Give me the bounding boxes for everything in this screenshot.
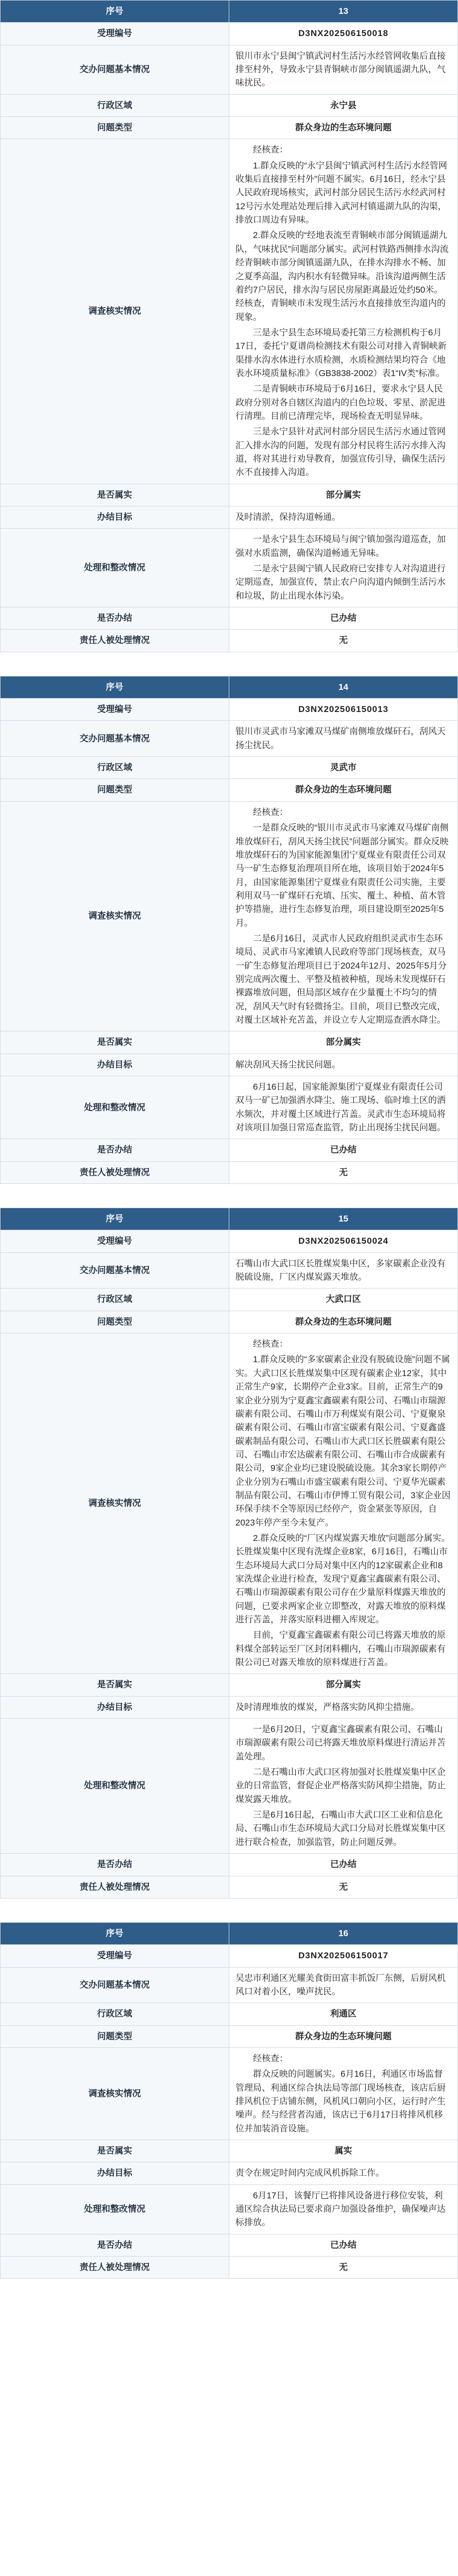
row-label: 受理编号 <box>1 1945 229 1967</box>
row-label: 是否属实 <box>1 2140 229 2162</box>
row-code <box>1 23 458 45</box>
row-investigation <box>1 1333 458 1674</box>
row-code <box>1 1945 458 1967</box>
row-is-true <box>1 1674 458 1696</box>
row-goal <box>1 2162 458 2184</box>
row-label: 处理和整改情况 <box>1 529 229 607</box>
row-value: 13 <box>229 1 458 23</box>
paragraph: 经核查： <box>253 1339 288 1349</box>
row-value <box>229 139 458 484</box>
case-table <box>0 1208 458 1899</box>
row-basic <box>1 721 458 757</box>
paragraph: 目前，宁夏鑫宝鑫碳素有限公司已将露天堆放的原料煤全部转运至厂区封闭料棚内，石嘴山市瑞源碳素有限公司已对露天堆放的原料煤进行苫盖。 <box>235 1630 446 1668</box>
row-value: 利通区 <box>229 2003 458 2025</box>
row-label: 办结目标 <box>1 1696 229 1718</box>
row-district <box>1 94 458 116</box>
row-value: 银川市永宁县闽宁镇武河村生活污水经管网收集后直接排至村外，导致永宁县青铜峡市部分闽镇遥湖九队，气味扰民。 <box>229 45 458 94</box>
row-value: 银川市灵武市马家滩双马煤矿南侧堆放煤矸石，刮风天扬尘扰民。 <box>229 721 458 757</box>
row-label: 办结目标 <box>1 2162 229 2184</box>
row-value: 群众身边的生态环境问题 <box>229 779 458 801</box>
case-separator <box>0 1899 458 1922</box>
row-value: 已办结 <box>229 607 458 630</box>
row-goal <box>1 1696 458 1718</box>
paragraph: 群众反映的问题属实。6月16日，利通区市场监督管理局、利通区综合执法局等部门现场核查，该店后厨排风机位于店铺东侧，风机风口朝向小区，运行时产生噪声。经与经营者沟通，该店已于6月17日将排风机移位并加装消音设施。 <box>235 2069 446 2133</box>
case-table <box>0 0 458 652</box>
row-value: 部分属实 <box>229 1031 458 1054</box>
paragraph: 三是永宁县生态环境局委托第三方检测机构于6月17日，委托宁夏谱尚检测技术有限公司对排入青铜峡新渠排水沟水体进行水质检测，水质检测结果均符合《地表水环境质量标准》（GB3838-2002）表1“IV类”标准。 <box>235 327 447 378</box>
row-value <box>229 1719 458 1854</box>
row-value: 无 <box>229 1161 458 1183</box>
row-value: 及时清淤，保持沟道畅通。 <box>229 506 458 529</box>
row-basic <box>1 1252 458 1289</box>
row-label: 是否属实 <box>1 1031 229 1054</box>
row-label: 问题类型 <box>1 2025 229 2047</box>
row-value: 无 <box>229 1876 458 1898</box>
paragraph: 三是永宁县针对武河村部分居民生活污水通过管网汇入排水沟的问题，发现有部分村民将生活污水排入沟道，将对其进行劝导教育，加强宣传引导，确保生活污水不直接排入沟道。 <box>235 427 446 478</box>
paragraph: 6月16日起，国家能源集团宁夏煤业有限责任公司双马一矿已加强洒水降尘、施工现场、临时堆土区的洒水频次，并对覆土区域进行苫盖。灵武市生态环境局将对该项目加强日常巡查监管，防止出现扬尘扰民问题。 <box>235 1082 446 1133</box>
row-label: 调查核实情况 <box>1 139 229 484</box>
row-goal <box>1 1054 458 1076</box>
case-separator <box>0 652 458 676</box>
row-value: 部分属实 <box>229 484 458 506</box>
row-label: 交办问题基本情况 <box>1 1967 229 2003</box>
row-basic <box>1 1967 458 2003</box>
row-label: 交办问题基本情况 <box>1 1252 229 1289</box>
row-label: 受理编号 <box>1 23 229 45</box>
row-label: 受理编号 <box>1 1230 229 1252</box>
paragraph: 二是永宁县闽宁镇人民政府已安排专人对沟道进行定期巡查，加强宣传，禁止农户向沟道内倾倒生活污水和垃圾，防止出现水体污染。 <box>235 564 446 601</box>
row-value: 无 <box>229 2257 458 2279</box>
paragraph: 一是永宁县生态环境局与闽宁镇加强沟道巡查，加强对水质监测，确保沟道畅通无异味。 <box>235 534 446 558</box>
row-label: 问题类型 <box>1 117 229 139</box>
row-district <box>1 757 458 779</box>
row-value <box>229 2047 458 2140</box>
row-is-true <box>1 2140 458 2162</box>
row-seq <box>1 1922 458 1944</box>
paragraph: 三是6月16日起，石嘴山市大武口区工业和信息化局、石嘴山市生态环境局大武口分局对长胜煤炭集中区进行联合检查，加强监管，防止问题反弹。 <box>235 1810 446 1847</box>
row-basic <box>1 45 458 94</box>
row-measures <box>1 2184 458 2234</box>
row-label: 是否办结 <box>1 607 229 630</box>
row-label: 处理和整改情况 <box>1 1719 229 1854</box>
row-value: 及时清理堆放的煤炭，严格落实防风抑尘措施。 <box>229 1696 458 1718</box>
row-value: 部分属实 <box>229 1674 458 1696</box>
row-label: 责任人被处理情况 <box>1 1876 229 1898</box>
row-value: 已办结 <box>229 1139 458 1161</box>
paragraph: 一是群众反映的“银川市灵武市马家滩双马煤矿南侧堆放煤矸石，刮风天扬尘扰民”问题部分属实。群众反映堆放煤矸石的为国家能源集团宁夏煤业有限责任公司双马一矿生态修复治理项目所在地，该项目始于2024年5月，由国家能源集团宁夏煤业有限责任公司实施，主要利用双马一矿煤矸石充填、压实、覆土、种植、苗木管护等措施，进行生态修复治理，项目建设期至2025年5月。 <box>235 823 449 928</box>
row-value: D3NX202506150018 <box>229 23 458 45</box>
row-seq <box>1 1208 458 1230</box>
row-label: 处理和整改情况 <box>1 1076 229 1139</box>
row-label: 办结目标 <box>1 506 229 529</box>
paragraph: 二是6月16日，灵武市人民政府组织灵武市生态环境局、灵武市马家滩镇人民政府等部门现场核查，双马一矿生态修复治理项目已于2024年12月、2025年5月分别完成两次覆土、平整及植被种植，现场未发现煤矸石裸露堆放问题，但局部区域存在少量覆土不均匀的情况，刮风天气时有轻微扬尘。目前，项目已整改完成，对覆土区域补充苫盖，并设立专人定期巡查洒水降尘。 <box>235 933 447 1025</box>
row-value: 大武口区 <box>229 1289 458 1311</box>
row-accountability <box>1 2257 458 2279</box>
row-type <box>1 779 458 801</box>
case-table <box>0 676 458 1184</box>
row-label: 调查核实情况 <box>1 801 229 1031</box>
paragraph: 经核查： <box>253 2053 288 2063</box>
paragraph: 2.群众反映的“厂区内煤炭露天堆放”问题部分属实。长胜煤炭集中区现有洗煤企业8家，6月16日，石嘴山市生态环境局大武口分局对集中区内的12家碳素企业和8家洗煤企业进行检查，发现宁夏鑫宝鑫碳素有限公司、石嘴山市瑞源碳素有限公司存在少量原料煤露天堆放的问题，已要求两家企业立即整改，对露天堆放的原料煤进行苫盖，并落实原料进棚入库规定。 <box>235 1533 450 1624</box>
row-label: 责任人被处理情况 <box>1 630 229 652</box>
row-label: 是否办结 <box>1 1854 229 1876</box>
row-value: 吴忠市利通区光耀美食街田富丰抓饭厂东侧，后厨风机风口对着小区，噪声扰民。 <box>229 1967 458 2003</box>
row-value: 解决刮风天扬尘扰民问题。 <box>229 1054 458 1076</box>
row-value <box>229 1333 458 1674</box>
row-accountability <box>1 1161 458 1183</box>
row-type <box>1 117 458 139</box>
row-value: D3NX202506150013 <box>229 699 458 721</box>
row-label: 序号 <box>1 676 229 698</box>
row-label: 是否办结 <box>1 1139 229 1161</box>
row-seq <box>1 676 458 698</box>
row-value: 群众身边的生态环境问题 <box>229 1311 458 1333</box>
paragraph: 二是青铜峡市环境局于6月16日，要求永宁县人民政府分别对各自辖区沟道内的白色垃圾、零星、淤泥进行清理。目前已清理完毕，现场检查无明显异味。 <box>235 384 446 421</box>
row-label: 行政区域 <box>1 1289 229 1311</box>
row-label: 行政区域 <box>1 94 229 116</box>
row-measures <box>1 1719 458 1854</box>
row-is-true <box>1 484 458 506</box>
row-code <box>1 1230 458 1252</box>
row-seq <box>1 1 458 23</box>
row-value: 永宁县 <box>229 94 458 116</box>
row-value: 群众身边的生态环境问题 <box>229 2025 458 2047</box>
row-value: 属实 <box>229 2140 458 2162</box>
row-value: 14 <box>229 676 458 698</box>
row-value <box>229 529 458 607</box>
row-label: 交办问题基本情况 <box>1 721 229 757</box>
row-is-done <box>1 2234 458 2256</box>
row-value <box>229 2184 458 2234</box>
paragraph: 经核查： <box>253 807 288 817</box>
row-label: 责任人被处理情况 <box>1 2257 229 2279</box>
row-value: D3NX202506150024 <box>229 1230 458 1252</box>
paragraph: 2.群众反映的“经地表流至青铜峡市部分闽镇遥湖九队，气味扰民”问题部分属实。武河村铁路西侧排水沟流经青铜峡市部分闽镇遥湖九队，在排水沟排水不畅、加之夏季高温，沟内积水有轻微异味。沿该沟道两侧生活着约7户居民，排水沟与居民房屋距离最近处约50米。经核查，青铜峡市未发现生活污水直接排放至沟道内的现象。 <box>235 230 449 322</box>
row-label: 交办问题基本情况 <box>1 45 229 94</box>
row-district <box>1 2003 458 2025</box>
row-is-true <box>1 1031 458 1054</box>
row-goal <box>1 506 458 529</box>
paragraph: 一是6月20日，宁夏鑫宝鑫碳素有限公司、石嘴山市瑞源碳素有限公司已将露天堆放原料煤进行清运并苫盖处理。 <box>235 1724 446 1761</box>
row-is-done <box>1 1854 458 1876</box>
row-label: 序号 <box>1 1922 229 1944</box>
row-value: 石嘴山市大武口区长胜煤炭集中区，多家碳素企业没有脱硫设施，厂区内煤炭露天堆放。 <box>229 1252 458 1289</box>
row-label: 办结目标 <box>1 1054 229 1076</box>
row-label: 受理编号 <box>1 699 229 721</box>
row-label: 问题类型 <box>1 779 229 801</box>
case-table <box>0 1922 458 2279</box>
row-label: 序号 <box>1 1208 229 1230</box>
row-is-done <box>1 607 458 630</box>
row-value <box>229 1076 458 1139</box>
row-type <box>1 2025 458 2047</box>
row-measures <box>1 529 458 607</box>
row-value: 灵武市 <box>229 757 458 779</box>
row-is-done <box>1 1139 458 1161</box>
row-accountability <box>1 1876 458 1898</box>
paragraph: 1.群众反映的“多家碳素企业没有脱硫设施”问题不属实。大武口区长胜煤炭集中区现有碳素企业12家，其中正常生产9家，长期停产企业3家。目前，正常生产的9家企业分别为宁夏鑫宝鑫碳素有限公司、石嘴山市瑞源碳素有限公司、石嘴山市万利煤炭有限公司、宁夏聚泉碳素有限公司、石嘴山市富宝碳素有限公司、宁夏鑫盛碳素制品有限公司、石嘴山市大武口区长胜碳素有限公司、石嘴山市宏达碳素有限公司、石嘴山市合成碳素有限公司，9家企业均已建设脱硫设施。其余3家长期停产企业分别为石嘴山市盛宝碳素有限公司、宁夏华光碳素制品有限公司、石嘴山市伊博工贸有限公司，3家企业因环保手续不全等原因已经停产，资金紧张等原因，自2023年停产至今未复产。 <box>235 1354 451 1528</box>
row-value: 责令在规定时间内完成风机拆除工作。 <box>229 2162 458 2184</box>
row-label: 行政区域 <box>1 757 229 779</box>
row-value: 已办结 <box>229 1854 458 1876</box>
row-value: 已办结 <box>229 2234 458 2256</box>
row-value: 群众身边的生态环境问题 <box>229 117 458 139</box>
row-label: 序号 <box>1 1 229 23</box>
row-label: 行政区域 <box>1 2003 229 2025</box>
row-label: 调查核实情况 <box>1 1333 229 1674</box>
row-investigation <box>1 2047 458 2140</box>
row-label: 问题类型 <box>1 1311 229 1333</box>
row-label: 是否办结 <box>1 2234 229 2256</box>
row-label: 是否属实 <box>1 1674 229 1696</box>
row-label: 是否属实 <box>1 484 229 506</box>
row-investigation <box>1 139 458 484</box>
row-value: 16 <box>229 1922 458 1944</box>
paragraph: 二是石嘴山市大武口区将加强对长胜煤炭集中区企业的日常监管，督促企业严格落实防风抑尘措施，防止煤炭露天堆放。 <box>235 1767 446 1804</box>
row-value <box>229 801 458 1031</box>
row-accountability <box>1 630 458 652</box>
row-label: 责任人被处理情况 <box>1 1161 229 1183</box>
paragraph: 1.群众反映的“永宁县闽宁镇武河村生活污水经管网收集后直接排至村外”问题不属实。6月16日，经永宁县人民政府现场核实，武河村部分居民生活污水经武河村12号污水处理站处理后排入武河村镇遥湖九队的沟渠，排放口周边有异味。 <box>235 160 447 225</box>
row-district <box>1 1289 458 1311</box>
row-value: 无 <box>229 630 458 652</box>
row-type <box>1 1311 458 1333</box>
row-measures <box>1 1076 458 1139</box>
row-label: 调查核实情况 <box>1 2047 229 2140</box>
paragraph: 经核查： <box>253 145 288 155</box>
row-value: D3NX202506150017 <box>229 1945 458 1967</box>
row-investigation <box>1 801 458 1031</box>
row-label: 处理和整改情况 <box>1 2184 229 2234</box>
row-code <box>1 699 458 721</box>
paragraph: 6月17日，该餐厅已将排风设备进行移位安装，利通区综合执法局已要求商户加强设备维护，确保噪声达标排放。 <box>235 2190 446 2228</box>
row-value: 15 <box>229 1208 458 1230</box>
case-separator <box>0 1184 458 1208</box>
